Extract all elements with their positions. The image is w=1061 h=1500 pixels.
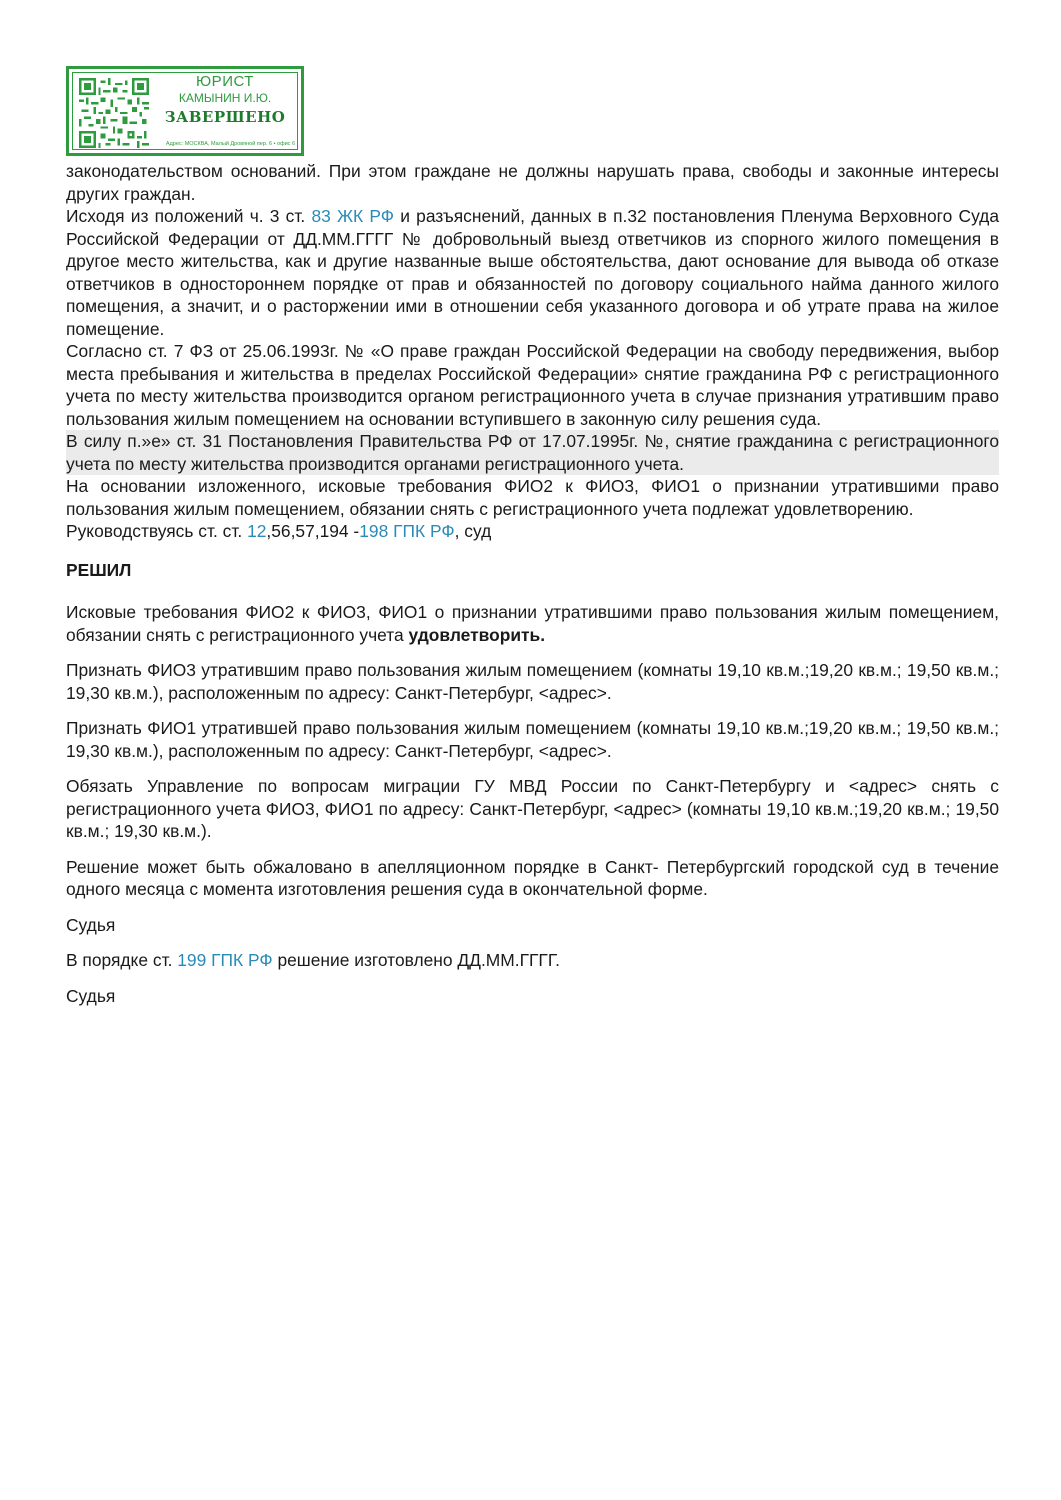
paragraph-government-decree bbox=[66, 430, 999, 475]
link-article-12[interactable]: 12 bbox=[247, 521, 267, 541]
paragraph-federal-law-text: Согласно ст. 7 ФЗ от 25.06.1993г. № «О праве граждан Российской Федерации на свободу передвижения, выбор места пребывания и жительства в пределах Российской Федерации» снятие гражданина РФ с регистрационного учета по месту жительства производится органом регистрационного учета в случае признания утратившим право пользования жилым помещением на основании вступившего в законную силу решения суда. bbox=[66, 341, 999, 429]
guided-by-text-a: Руководствуясь ст. ст. bbox=[66, 521, 248, 541]
decision-obligation bbox=[66, 775, 999, 843]
lawyer-stamp bbox=[66, 66, 304, 156]
decision-fio1-text: Признать ФИО1 утратившей право пользования жилым помещением (комнаты 19,10 кв.м.;19,20 кв.м.; 19,50 кв.м.; 19,30 кв.м.), расположенным по адресу: Санкт-Петербург, <адрес>. bbox=[66, 718, 999, 761]
paragraph-housing-code-text-b: и разъяснений, данных в п.32 постановления Пленума Верховного Суда Российской Федерации от ДД.ММ.ГГГГ № добровольный выезд ответчиков из спорного жилого помещения в другое место жительства, как и другие названные выше обстоятельства, дают основание для вывода об отказе ответчиков в одностороннем порядке от прав и обязанностей по договору социального найма данного жилого помещения, а значит, и о расторжении ими в отношении себя указанного договора и об утрате права на жилое помещение. bbox=[66, 206, 1000, 339]
stamp-status: ЗАВЕРШЕНО bbox=[164, 108, 286, 126]
paragraph-conclusion-text: На основании изложенного, исковые требования ФИО2 к ФИО3, ФИО1 о признании утратившими право пользования жилым помещением, обязании снять с регистрационного учета подлежат удовлетворению. bbox=[66, 476, 999, 519]
paragraph-housing-code bbox=[66, 205, 999, 340]
decision-obligation-text: Обязать Управление по вопросам миграции ГУ МВД России по Санкт-Петербургу и <адрес> снять с регистрационного учета ФИО3, ФИО1 по адресу: Санкт-Петербург, <адрес> (комнаты 19,10 кв.м.;19,20 кв.м.; 19,50 кв.м.; 19,30 кв.м.). bbox=[66, 776, 999, 841]
decision-claims bbox=[66, 601, 999, 646]
decision-prepared-text-a: В порядке ст. bbox=[66, 950, 178, 970]
paragraph-federal-law bbox=[66, 340, 999, 430]
decision-appeal-text: Решение может быть обжаловано в апелляционном порядке в Санкт- Петербургский городской суд в течение одного месяца с момента изготовления решения суда в окончательной форме. bbox=[66, 856, 999, 899]
decision-prepared bbox=[66, 949, 999, 972]
stamp-address: Адрес: МОСКВА, Малый Дровяной пер. 6 • офис 6 bbox=[165, 141, 295, 147]
judge-signature-2: Судья bbox=[66, 985, 116, 1006]
paragraph-guided-by bbox=[66, 520, 999, 543]
link-199-gpk-rf[interactable]: 199 ГПК РФ bbox=[177, 950, 273, 970]
stamp-title: ЮРИСТ bbox=[196, 73, 254, 90]
paragraph-housing-code-text-a: Исходя из положений ч. 3 ст. bbox=[66, 206, 312, 226]
guided-by-text-b: ,56,57,194 - bbox=[266, 521, 360, 541]
paragraph-legislation bbox=[66, 160, 999, 205]
decision-fio3-text: Признать ФИО3 утратившим право пользования жилым помещением (комнаты 19,10 кв.м.;19,20 кв.м.; 19,50 кв.м.; 19,30 кв.м.), расположенным по адресу: Санкт-Петербург, <адрес>. bbox=[66, 660, 999, 703]
decision-appeal bbox=[66, 856, 999, 901]
link-198-gpk-rf[interactable]: 198 ГПК РФ bbox=[359, 521, 455, 541]
judge-signature-1: Судья bbox=[66, 914, 116, 935]
decision-claims-text: Исковые требования ФИО2 к ФИО3, ФИО1 о признании утратившими право пользования жилым помещением, обязании снять с регистрационного учета bbox=[66, 602, 999, 645]
paragraph-government-decree-text: В силу п.»е» ст. 31 Постановления Правительства РФ от 17.07.1995г. №, снятие гражданина с регистрационного учета по месту жительства производится органами регистрационного учета. bbox=[66, 431, 999, 474]
decision-claims-verdict: удовлетворить. bbox=[408, 624, 546, 645]
document-body bbox=[66, 160, 999, 1007]
qr-code-icon bbox=[78, 78, 150, 148]
link-83-zhk-rf[interactable]: 83 ЖК РФ bbox=[311, 206, 395, 226]
stamp-text-block bbox=[155, 73, 295, 128]
guided-by-text-c: , суд bbox=[454, 521, 492, 541]
decision-fio3 bbox=[66, 659, 999, 704]
paragraph-conclusion bbox=[66, 475, 999, 520]
paragraph-legislation-text: законодательством оснований. При этом граждане не должны нарушать права, свободы и законные интересы других граждан. bbox=[66, 161, 999, 204]
decision-prepared-text-b: решение изготовлено ДД.ММ.ГГГГ. bbox=[272, 950, 560, 970]
decision-fio1 bbox=[66, 717, 999, 762]
decision-title: РЕШИЛ bbox=[66, 559, 132, 580]
stamp-name: КАМЫНИН И.Ю. bbox=[178, 91, 272, 105]
